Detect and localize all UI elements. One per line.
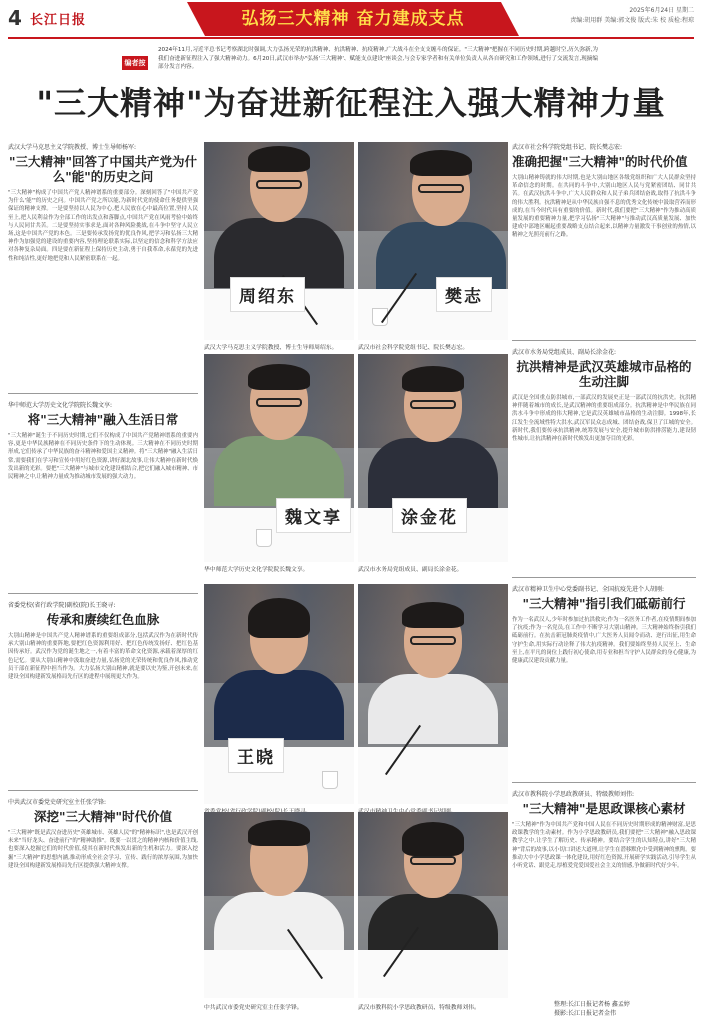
teacup <box>322 771 338 789</box>
issue-meta <box>570 6 694 26</box>
portrait-photo <box>204 354 354 562</box>
article-body: "三大精神"既是武汉奋进历史"英雄城市、英雄人民"的"精神标识",也是武汉开创未来"当好龙头、奋进前行"的"精神助推"。既要一以贯之的精神内核和价值主线,也要深入挖掘它们的时代价值,使其在新时代焕发出新的生机和活力。要深入挖掘"三大精神"的思想内涵,推动形成全社会学习、宣传、践行的浓厚氛围,为加快建设全国构建新发展格局先行区提供强大精神支撑。 <box>8 830 198 869</box>
article-title: "三大精神"指引我们砥砺前行 <box>522 596 686 611</box>
photo-caption: 武汉大学马克思主义学院教授、博士生导师周绍东。 <box>204 345 338 351</box>
issue-editors: 责编:胡用群 美编:郭文俊 版式:朱 校 质检:程琼 <box>570 17 694 24</box>
divider <box>512 340 696 341</box>
article-byline: 武汉市精神卫生中心党委副书记、全国抗疫先进个人胡刚: <box>512 586 665 593</box>
article-byline: 武汉大学马克思主义学院教授、博士生导师杨军: <box>8 144 137 151</box>
article-body: "三大精神"构成了中国共产党人精神谱系的重要部分。深刻回答了"中国共产党为什么'能'"的历史之问。中国共产党之所以能,为新时代党的使命任务提供坚强保证的精神支撑。一是要坚持以人民为中心,把人民放在心中最高位置,坚持人民至上,把人民利益作为全部工作的出发点和落脚点,中国共产党在风雨考验中始终与人民同甘共苦。二是要坚持实事求是,面对各种风险挑战,在斗争中坚守人民立场,这是中国共产党的本色。三是要传承发扬党的优良作风,把学习和弘扬三大精神作为加强党的建设的重要内容,坚持理论联系实际,以坚定的信念和科学方法应对各种复杂局面。四是要在新征程上保持历史主动,勇于自我革命,永葆党的先进性和纯洁性,更好地把党和人民紧密联系在一起。 <box>8 190 198 262</box>
article-title: 深挖"三大精神"时代价值 <box>33 809 173 824</box>
issue-date: 2025年6月24日 星期二 <box>629 7 694 14</box>
speaker-figure <box>368 606 498 744</box>
article-title: "三大精神"是思政课核心素材 <box>522 801 686 816</box>
nameplate: 涂金花 <box>392 498 467 533</box>
divider <box>512 577 696 578</box>
desk <box>358 950 508 998</box>
article-b4 <box>512 782 696 991</box>
credit-photographer: 摄影:长江日报记者金伟 <box>554 1010 617 1017</box>
article-b3 <box>512 577 696 766</box>
desk <box>204 950 354 998</box>
speaker-figure <box>214 602 344 740</box>
article-b2 <box>512 340 696 572</box>
credits <box>554 1000 630 1018</box>
article-a3 <box>8 593 198 808</box>
article-body: "三大精神"作为中国共产党和中国人民在不同历史时期形成的精神财富,是思政课教学的生动素材。作为小学思政教研员,我们要把"三大精神"融入思政课教学之中,让学生了解历史、传承精神。要结合学生的认知特点,讲好"三大精神"背后的故事,以小切口讲述大道理,让学生在潜移默化中受到精神的熏陶。要推动大中小学思政课一体化建设,用好红色资源,开展研学实践活动,引导学生从小听党话、跟党走,厚植爱党爱国爱社会主义的情感,争做新时代好少年。 <box>512 822 696 870</box>
photo-caption: 中共武汉市委党史研究室主任张学锋。 <box>204 1005 303 1011</box>
speaker-figure <box>368 826 498 964</box>
credit-writers: 整理:长江日报记者杨 鑫孟婷 <box>554 1001 630 1008</box>
article-byline: 华中师范大学历史文化学院院长魏文享: <box>8 402 113 409</box>
article-title: "三大精神"回答了中国共产党为什么"能"的历史之问 <box>8 154 198 184</box>
photo-caption: 武汉市水务局党组成员、副局长涂金花。 <box>358 567 463 573</box>
article-byline: 武汉市教科院小学思政教研员、特级教师刘伟: <box>512 791 635 798</box>
photo-caption: 武汉市教科院小学思政教研员、特级教师刘伟。 <box>358 1005 480 1011</box>
article-a2 <box>8 393 198 608</box>
article-title: 传承和赓续红色血脉 <box>46 612 160 627</box>
teacup <box>256 529 272 547</box>
page-title: "三大精神"为奋进新征程注入强大精神力量 <box>36 84 666 122</box>
newspaper-logo: 长江日报 <box>30 13 87 28</box>
page-number: 4 <box>8 6 22 30</box>
article-byline: 省委党校(省行政学院)副校(院)长王晓寻: <box>8 602 116 609</box>
portrait-photo <box>358 354 508 562</box>
portrait-photo <box>358 142 508 340</box>
nameplate: 魏文享 <box>276 498 351 533</box>
article-a4 <box>8 790 198 1007</box>
portrait-photo <box>204 584 354 804</box>
article-body: 作为一名武汉人,少年时参加过抗洪救灾;作为一名医务工作者,在疫情期间参加了抗疫;作为一名党员,在工作中不断学习大别山精神。三大精神始终指引我们砥砺前行。在抗击新冠肺炎疫情中,广大医务人员闻令而动、逆行出征,用生命守护生命,用实际行动诠释了伟大抗疫精神。我们要始终坚持人民至上、生命至上,在平凡的岗位上践行初心使命,用专业和担当守护人民群众的身心健康,为健康武汉建设贡献力量。 <box>512 617 696 665</box>
speaker-figure <box>368 370 498 508</box>
article-body: 大别山精神是中国共产党人精神谱系的重要组成部分,包括武汉作为在新时代传承大别山精神的重要阵地,要把红色资源利用好、把红色传统发扬好、把红色基因传承好。武汉作为党的诞生地之一,有着丰富的革命文化资源,承载着深厚的红色记忆。要从大别山精神中汲取奋进力量,弘扬党的光荣传统和优良作风,推动党员干部在新征程中担当作为。大力弘扬大别山精神,就是要以史为鉴,开创未来,在建设全国构建新发展格局先行区的进程中展现更大作为。 <box>8 633 198 681</box>
header-rule <box>8 37 694 39</box>
speaker-figure <box>214 824 344 962</box>
nameplate: 王晓 <box>228 738 284 773</box>
section-banner: 弘扬三大精神 奋力建成支点 <box>205 2 501 36</box>
editor-note-text: 2024年11月,习近平总书记考察湖北时强调,大力弘扬光荣的抗洪精神、抗洪精神、抗疫精神,广大战斗在全支支缠斗的保证。"三大精神"把握在不同历史时期,跨越时空,历久弥新,为我们奋进新征程注入了强大精神动力。6月20日,武汉市举办"弘扬'三大精神'、赋能支点建设"座谈会,与会专家学者和有关单位负责人从各自研究和工作领域,进行了交流发言,现摘编部分发言内容。 <box>158 47 598 71</box>
article-body: 武汉是全国重点防洪城市,一部武汉的发展史正是一部武汉的抗洪史。抗洪精神伴随着城市的成长,是武汉精神的重要组成部分。抗洪精神是中华民族在同洪水斗争中形成的伟大精神,它是武汉英雄城市品格的生动注脚。1998年,长江发生全流域性特大洪水,武汉军民众志成城、团结奋战,保卫了江城的安全。新时代,我们要传承抗洪精神,统筹发展与安全,提升城市防洪排涝能力,建设韧性城市,让抗洪精神在新时代焕发出更加夺目的光彩。 <box>512 395 696 443</box>
article-a1 <box>8 142 198 401</box>
speaker-figure <box>214 368 344 506</box>
article-body: "三大精神"诞生于不同历史时期,它们不仅构成了中国共产党精神谱系的重要内容,更是中华民族精神在不同历史条件下的生动体现。三大精神在不同历史时期形成,它们传承了中华民族的奋斗精神和爱国主义精神。将"三大精神"融入生活日常,需要我们在学习和宣传中用好红色资源,讲好湖北故事,让伟大精神在新时代焕发出新的光彩。要把"三大精神"与城市文化建设相结合,把它们融入城市精神、市民精神之中,让精神力量成为推动城市发展的强大动力。 <box>8 433 198 481</box>
portrait-photo <box>204 812 354 998</box>
divider <box>8 393 198 394</box>
portrait-photo <box>204 142 354 340</box>
divider <box>8 593 198 594</box>
page-header <box>0 0 702 38</box>
divider <box>8 790 198 791</box>
divider <box>512 782 696 783</box>
desk <box>358 747 508 804</box>
article-byline: 武汉市水务局党组成员、副局长涂金花: <box>512 349 617 356</box>
photo-caption: 华中师范大学历史文化学院院长魏文享。 <box>204 567 309 573</box>
portrait-photo <box>358 584 508 804</box>
speaker-figure <box>376 154 506 292</box>
speaker-figure <box>214 150 344 288</box>
article-byline: 中共武汉市委党史研究室主任张学锋: <box>8 799 107 806</box>
editor-note-tag: 编者按 <box>122 56 148 70</box>
article-b1 <box>512 142 696 354</box>
article-title: 准确把握"三大精神"的时代价值 <box>512 154 688 169</box>
article-byline: 武汉市社会科学院党组书记、院长樊志宏: <box>512 144 623 151</box>
photo-caption: 武汉市社会科学院党组书记、院长樊志宏。 <box>358 345 469 351</box>
article-title: 抗洪精神是武汉英雄城市品格的生动注脚 <box>516 359 692 389</box>
portrait-photo <box>358 812 508 998</box>
article-title: 将"三大精神"融入生活日常 <box>27 412 179 427</box>
nameplate: 樊志 <box>436 277 492 312</box>
article-body: 大别山精神铸就的伟大时期,也是大别山地区各级党组织和广大人民群众坚持革命信念的时期。在共同的斗争中,大别山地区人民与党紧密团结、同甘共苦。在武汉抗洪斗争中,广大人民群众和人民子弟兵团结奋战,取得了抗洪斗争的伟大胜利。抗洪精神是从中华民族自强不息的优秀文化传统中汲取营养而形成的,在当今时代具有重要的价值。新时代,我们要把"三大精神"作为推动高质量发展的重要精神力量,把学习弘扬"三大精神"与推动武汉高质量发展、加快建成中部地区崛起重要战略支点结合起来,以精神力量激发干事创业的热情,以精神之光照亮前行之路。 <box>512 175 696 239</box>
nameplate: 周绍东 <box>230 277 305 312</box>
